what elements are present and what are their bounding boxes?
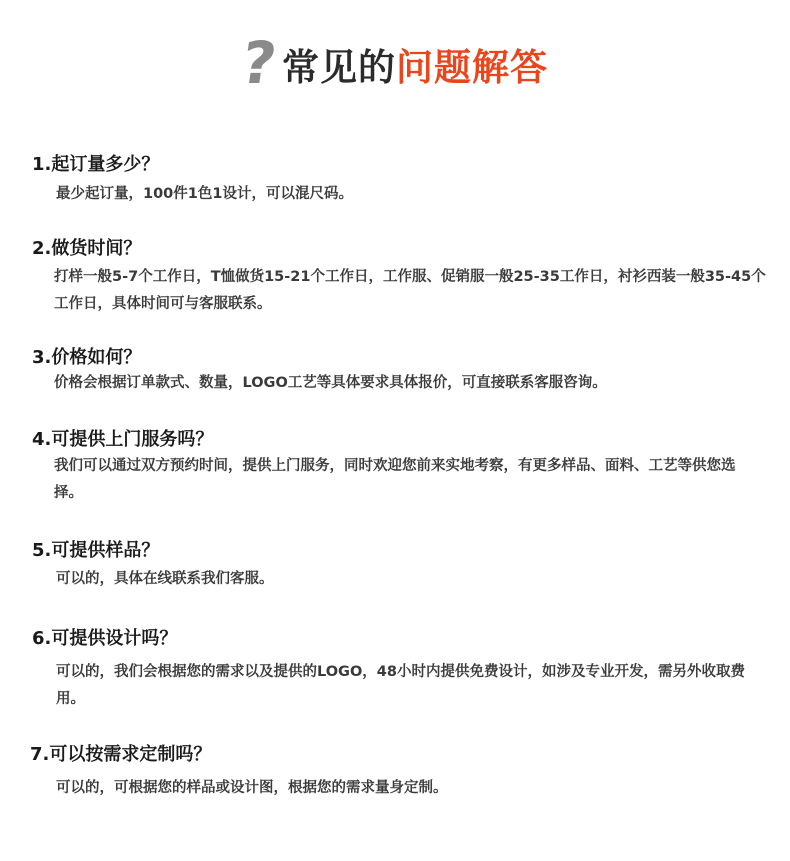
faq-answer-5: 可以的，具体在线联系我们客服。 [56, 571, 274, 587]
faq-question-5: 5.可提供样品？ [32, 540, 160, 561]
faq-question-4: 4.可提供上门服务吗？ [32, 429, 214, 450]
faq-question-2: 2.做货时间？ [32, 238, 142, 259]
page-title-accent: 问题解答 [396, 46, 548, 89]
faq-question-1: 1.起订量多少？ [32, 154, 160, 175]
page-title-dark: 常见的 [282, 46, 396, 89]
faq-answer-2: 打样一般5-7个工作日，T恤做货15-21个工作日，工作服、促销服一般25-35工作日，衬衫西装一般35-45个工作日，具体时间可与客服联系。 [54, 269, 766, 312]
question-mark-icon: ? [237, 29, 281, 97]
faq-question-3: 3.价格如何？ [32, 347, 142, 368]
faq-question-7: 7.可以按需求定制吗？ [30, 744, 212, 765]
page-header [0, 29, 790, 97]
faq-answer-7: 可以的，可根据您的样品或设计图，根据您的需求量身定制。 [56, 780, 448, 796]
faq-answer-6: 可以的，我们会根据您的需求以及提供的LOGO，48小时内提供免费设计，如涉及专业开发，需另外收取费用。 [56, 664, 745, 707]
faq-question-6: 6.可提供设计吗？ [32, 628, 178, 649]
faq-answer-4: 我们可以通过双方预约时间，提供上门服务，同时欢迎您前来实地考察，有更多样品、面料、工艺等供您选择。 [54, 458, 736, 501]
faq-answer-3: 价格会根据订单款式、数量，LOGO工艺等具体要求具体报价，可直接联系客服咨询。 [54, 375, 607, 391]
faq-answer-1: 最少起订量，100件1色1设计，可以混尺码。 [56, 186, 353, 202]
